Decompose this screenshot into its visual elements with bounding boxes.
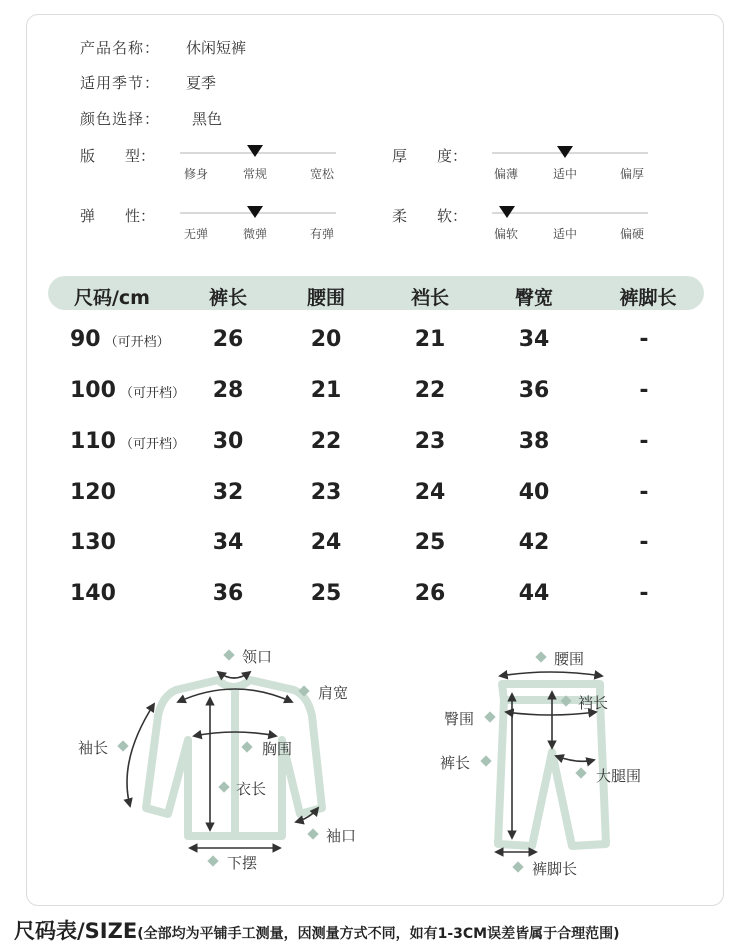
footer (14, 915, 619, 945)
size-value: 100 (70, 378, 116, 403)
header-rise: 裆长 (410, 287, 449, 309)
table-cell: 23 (414, 429, 446, 454)
table-cell: - (639, 480, 649, 505)
table-cell: 21 (310, 378, 342, 403)
label-chest: 胸围 (262, 740, 293, 758)
table-cell: 36 (518, 378, 550, 403)
table-cell: 34 (518, 327, 550, 352)
size-value: 110 (70, 429, 116, 454)
label-collar: 领口 (242, 648, 273, 666)
label-waist: 腰围 (554, 650, 585, 668)
fit-label: 版 型： (80, 147, 156, 165)
softness-option: 偏硬 (619, 227, 644, 241)
label-thigh: 大腿围 (596, 767, 642, 785)
size-note: （可开档） (119, 437, 185, 452)
fit-option: 常规 (242, 167, 267, 181)
size-value: 90 (70, 327, 101, 352)
table-cell: 44 (518, 581, 550, 606)
label-length: 衣长 (236, 780, 267, 798)
fit-option: 宽松 (309, 167, 334, 181)
softness-label: 柔 软： (392, 207, 468, 225)
header-leg-opening: 裤脚长 (619, 287, 677, 309)
footer-title: 尺码表/SIZE (14, 919, 138, 943)
thickness-option: 偏薄 (493, 167, 518, 181)
header-waist: 腰围 (306, 287, 345, 309)
label-cuff: 袖口 (326, 827, 357, 845)
season-value: 夏季 (186, 74, 217, 92)
softness-option: 适中 (552, 227, 577, 241)
elasticity-option: 无弹 (183, 227, 208, 241)
label-hem: 下摆 (227, 854, 258, 872)
label-leg-opening: 裤脚长 (532, 860, 578, 878)
size-note: （可开档） (119, 386, 185, 401)
color-value: 黑色 (192, 110, 223, 128)
softness-option: 偏软 (493, 227, 518, 241)
waist-arrow (500, 672, 602, 676)
size-value: 120 (70, 480, 116, 505)
table-cell: 36 (212, 581, 244, 606)
table-cell: - (639, 327, 649, 352)
table-cell: 40 (518, 480, 550, 505)
table-cell: - (639, 429, 649, 454)
label-sleeve: 袖长 (78, 739, 109, 757)
product-name-value: 休闲短裤 (186, 39, 247, 57)
header-pants-length: 裤长 (208, 287, 247, 309)
thickness-label: 厚 度： (392, 147, 468, 165)
footer-note: (全部均为平铺手工测量，因测量方式不同，如有1-3CM误差皆属于合理范围) (137, 926, 620, 942)
elasticity-option: 有弹 (309, 227, 334, 241)
season-label: 适用季节： (80, 74, 161, 92)
table-cell: 34 (212, 530, 244, 555)
header-hip: 臀宽 (514, 287, 553, 309)
thickness-option: 偏厚 (619, 167, 644, 181)
table-cell: 25 (310, 581, 342, 606)
header-size: 尺码/cm (73, 287, 150, 309)
collar-arrow (218, 672, 250, 678)
color-label: 颜色选择： (80, 110, 161, 128)
elasticity-label: 弹 性： (80, 207, 156, 225)
size-note: （可开档） (104, 335, 170, 350)
table-cell: - (639, 581, 649, 606)
table-cell: 20 (310, 327, 342, 352)
table-cell: 23 (310, 480, 342, 505)
table-cell: 32 (212, 480, 244, 505)
label-rise: 裆长 (578, 694, 609, 712)
size-value: 130 (70, 530, 116, 555)
thigh-arrow (556, 756, 594, 761)
size-value: 140 (70, 581, 116, 606)
table-cell: 38 (518, 429, 550, 454)
table-cell: 22 (310, 429, 342, 454)
table-cell: 25 (414, 530, 446, 555)
table-cell: 24 (414, 480, 446, 505)
product-name-label: 产品名称： (80, 39, 161, 57)
fit-option: 修身 (183, 167, 208, 181)
table-cell: 42 (518, 530, 550, 555)
table-cell: 26 (414, 581, 446, 606)
table-cell: 30 (212, 429, 244, 454)
label-shoulder: 肩宽 (318, 684, 349, 702)
label-hip: 臀围 (444, 710, 475, 728)
table-cell: 21 (414, 327, 446, 352)
table-cell: 22 (414, 378, 446, 403)
label-pants-length: 裤长 (440, 754, 471, 772)
table-cell: - (639, 530, 649, 555)
table-cell: 24 (310, 530, 342, 555)
jacket-outline (146, 680, 322, 836)
elasticity-option: 微弹 (242, 227, 267, 241)
table-cell: 28 (212, 378, 244, 403)
table-cell: 26 (212, 327, 244, 352)
thickness-option: 适中 (552, 167, 577, 181)
table-cell: - (639, 378, 649, 403)
